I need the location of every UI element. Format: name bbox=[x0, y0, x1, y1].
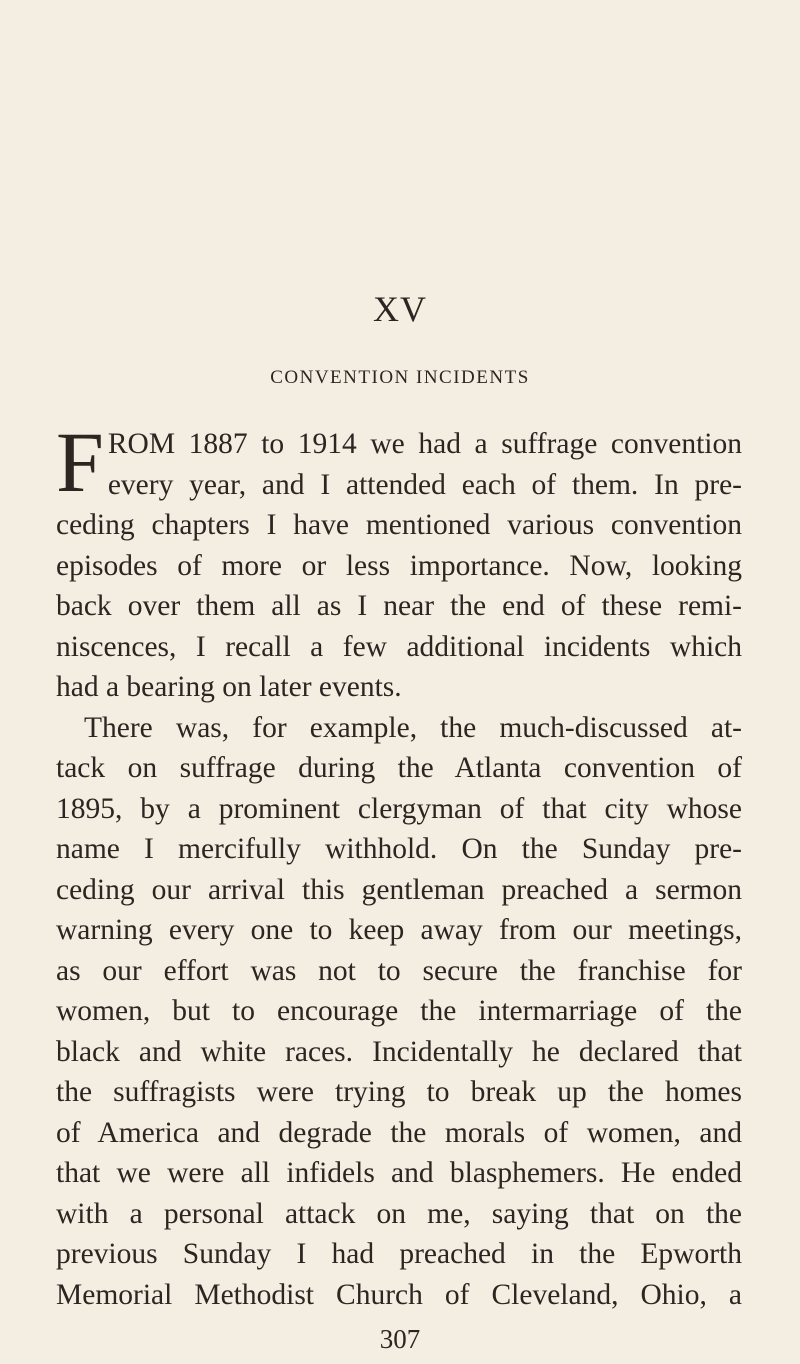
chapter-body bbox=[56, 414, 742, 1315]
text-line: with a personal attack on me, saying that on the bbox=[56, 1197, 742, 1230]
text-line: name I mercifully withhold. On the Sunday pre- bbox=[56, 833, 742, 865]
page-number: 307 bbox=[379, 1324, 421, 1354]
text-line: niscences, I recall a few additional incidents which bbox=[56, 630, 742, 663]
chapter-number: XV bbox=[373, 289, 427, 329]
text-line: black and white races. Incidentally he declared that bbox=[56, 1035, 742, 1068]
paragraph-2 bbox=[56, 708, 742, 1316]
text-line: tack on suffrage during the Atlanta convention of bbox=[56, 752, 742, 784]
text-line: There was, for example, the much-discussed at- bbox=[84, 711, 742, 744]
text-line: back over them all as I near the end of these remi- bbox=[56, 590, 742, 622]
text-line: Memorial Methodist Church of Cleveland, Ohio, a bbox=[56, 1278, 742, 1311]
text-line: episodes of more or less importance. Now, looking bbox=[56, 549, 742, 582]
text-line: ceding our arrival this gentleman preached a sermon bbox=[56, 873, 742, 906]
text-line: warning every one to keep away from our meetings, bbox=[56, 914, 742, 946]
text-line: every year, and I attended each of them. In pre- bbox=[107, 468, 742, 501]
text-line: that we were all infidels and blasphemers. He ended bbox=[56, 1157, 742, 1189]
text-line: had a bearing on later events. bbox=[56, 671, 402, 703]
text-line: ceding chapters I have mentioned various convention bbox=[56, 509, 742, 541]
text-line: previous Sunday I had preached in the Epworth bbox=[56, 1238, 742, 1270]
text-line: the suffragists were trying to break up the homes bbox=[56, 1076, 742, 1108]
text-line: women, but to encourage the intermarriage of the bbox=[56, 995, 742, 1027]
paragraph-1 bbox=[56, 414, 742, 708]
text-line: 1895, by a prominent clergyman of that city whose bbox=[56, 792, 742, 825]
text-line: of America and degrade the morals of women, and bbox=[56, 1116, 742, 1149]
text-line: ROM 1887 to 1914 we had a suffrage convention bbox=[107, 428, 742, 460]
drop-cap: F bbox=[56, 414, 104, 510]
chapter-title: CONVENTION INCIDENTS bbox=[270, 367, 530, 388]
text-line: as our effort was not to secure the franchise for bbox=[56, 954, 742, 987]
